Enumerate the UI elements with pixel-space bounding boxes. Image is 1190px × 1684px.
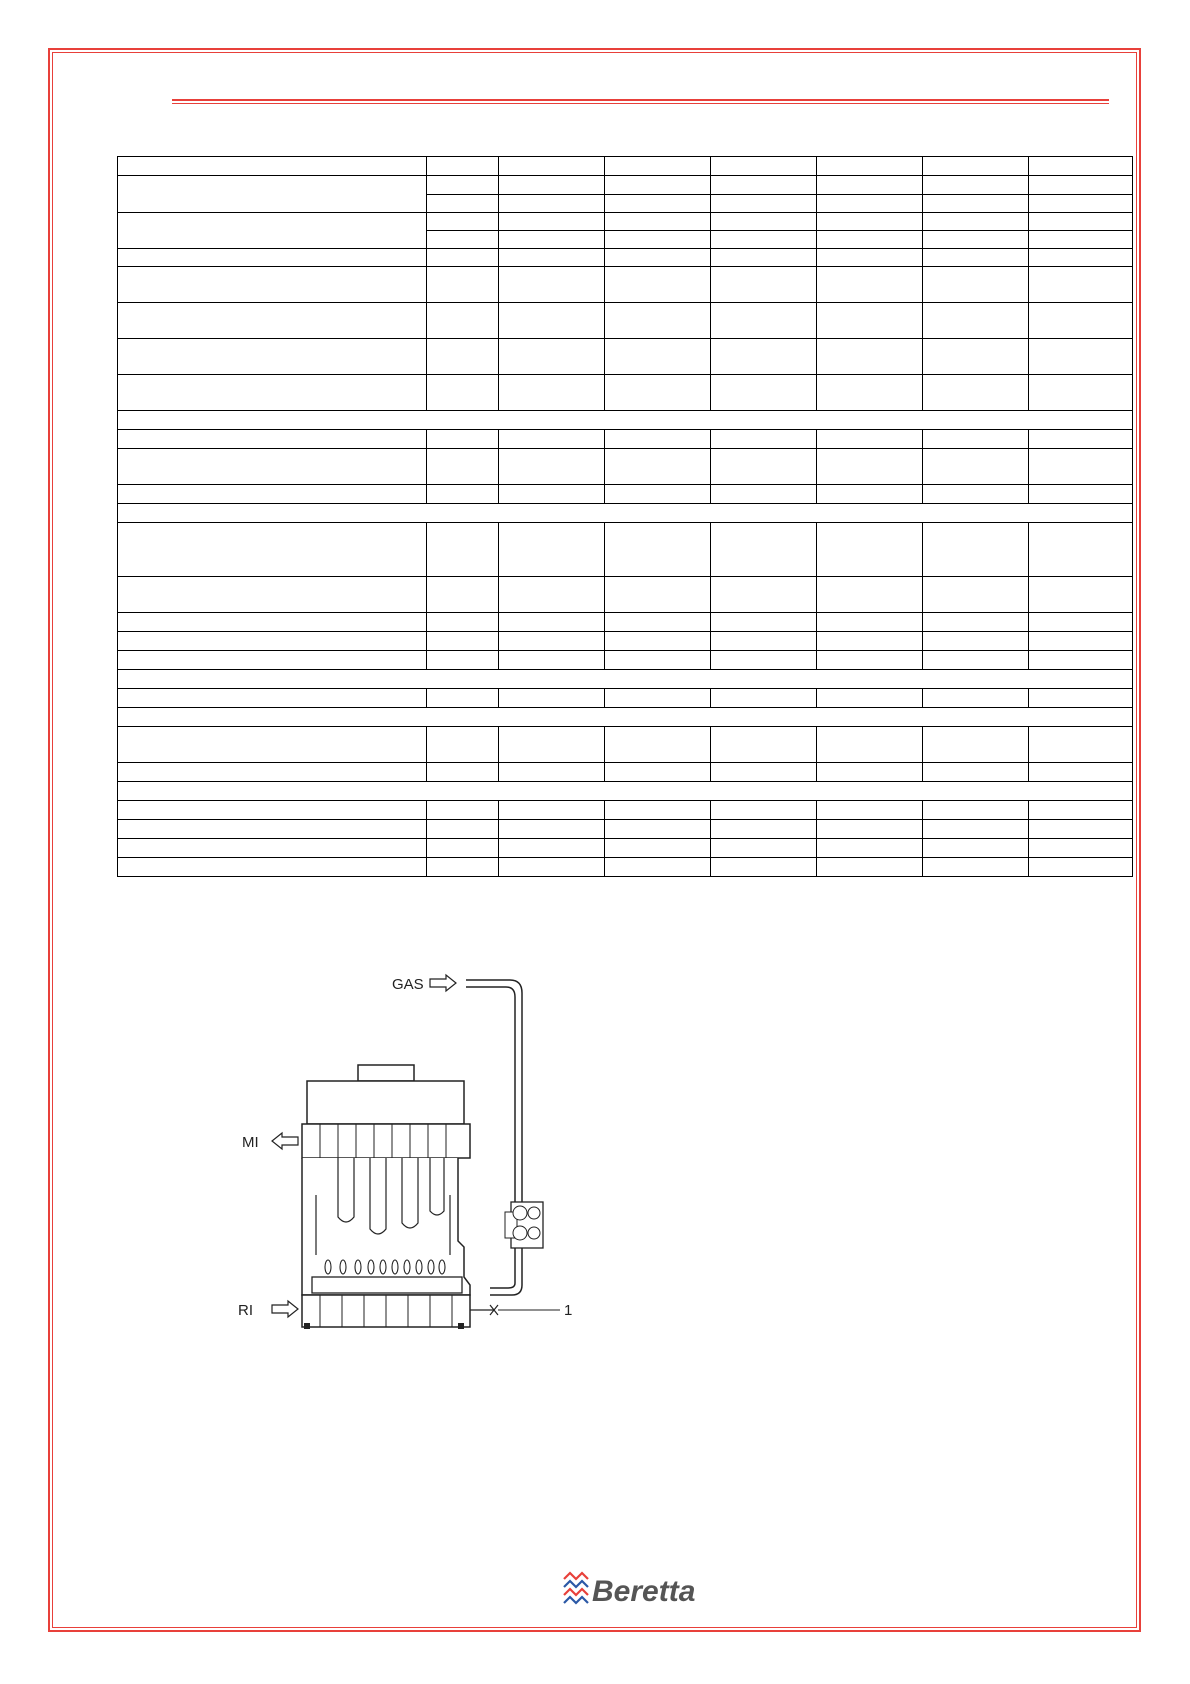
table-cell bbox=[427, 176, 499, 195]
table-cell bbox=[817, 651, 923, 670]
table-cell bbox=[427, 430, 499, 449]
table-cell bbox=[817, 727, 923, 763]
table-cell bbox=[817, 485, 923, 504]
table-row bbox=[118, 727, 1133, 763]
table-cell bbox=[1029, 213, 1133, 231]
table-cell bbox=[427, 727, 499, 763]
table-cell bbox=[1029, 375, 1133, 411]
table-cell bbox=[499, 727, 605, 763]
table-cell bbox=[427, 577, 499, 613]
table-cell bbox=[923, 195, 1029, 213]
table-cell bbox=[499, 858, 605, 877]
table-cell bbox=[499, 176, 605, 195]
table-cell bbox=[817, 449, 923, 485]
table-cell bbox=[1029, 577, 1133, 613]
table-cell bbox=[1029, 613, 1133, 632]
table-cell bbox=[711, 213, 817, 231]
row-label-cell bbox=[118, 651, 427, 670]
table-cell bbox=[923, 613, 1029, 632]
gas-valve-icon bbox=[505, 1202, 543, 1248]
table-cell bbox=[499, 839, 605, 858]
section-header-cell bbox=[118, 504, 1133, 523]
table-cell bbox=[711, 839, 817, 858]
table-cell bbox=[711, 763, 817, 782]
mi-label: MI bbox=[242, 1134, 259, 1151]
table-cell bbox=[923, 858, 1029, 877]
table-cell bbox=[817, 249, 923, 267]
table-cell bbox=[817, 632, 923, 651]
table-cell bbox=[711, 430, 817, 449]
table-cell bbox=[605, 249, 711, 267]
table-cell bbox=[605, 176, 711, 195]
table-cell bbox=[711, 523, 817, 577]
table-cell bbox=[427, 449, 499, 485]
table-row bbox=[118, 689, 1133, 708]
table-cell bbox=[817, 801, 923, 820]
callout-1: 1 bbox=[564, 1302, 573, 1319]
table-cell bbox=[923, 267, 1029, 303]
table-cell bbox=[427, 651, 499, 670]
table-cell bbox=[923, 523, 1029, 577]
table-cell bbox=[923, 231, 1029, 249]
boiler-diagram bbox=[220, 965, 580, 1365]
table-cell bbox=[605, 375, 711, 411]
table-cell bbox=[711, 157, 817, 176]
table-cell bbox=[817, 267, 923, 303]
table-cell bbox=[605, 303, 711, 339]
table-cell bbox=[923, 430, 1029, 449]
row-label-cell bbox=[118, 375, 427, 411]
table-cell bbox=[817, 839, 923, 858]
table-cell bbox=[1029, 303, 1133, 339]
table-cell bbox=[605, 157, 711, 176]
gas-arrow-icon bbox=[430, 975, 456, 991]
table-cell bbox=[605, 449, 711, 485]
table-cell bbox=[499, 651, 605, 670]
table-cell bbox=[499, 801, 605, 820]
header-rule-thin bbox=[172, 103, 1109, 104]
row-label-cell bbox=[118, 613, 427, 632]
table-cell bbox=[817, 375, 923, 411]
table-cell bbox=[923, 820, 1029, 839]
table-cell bbox=[1029, 763, 1133, 782]
table-cell bbox=[817, 195, 923, 213]
table-cell bbox=[605, 651, 711, 670]
table-cell bbox=[427, 523, 499, 577]
table-cell bbox=[1029, 449, 1133, 485]
table-cell bbox=[499, 339, 605, 375]
table-row bbox=[118, 267, 1133, 303]
table-row bbox=[118, 763, 1133, 782]
row-label-cell bbox=[118, 213, 427, 249]
table-cell bbox=[499, 157, 605, 176]
table-cell bbox=[499, 523, 605, 577]
table-cell bbox=[817, 339, 923, 375]
table-cell bbox=[427, 858, 499, 877]
table-cell bbox=[1029, 176, 1133, 195]
table-cell bbox=[817, 157, 923, 176]
table-row bbox=[118, 801, 1133, 820]
table-cell bbox=[605, 577, 711, 613]
mi-arrow-icon bbox=[272, 1133, 298, 1149]
table-cell bbox=[923, 213, 1029, 231]
table-cell bbox=[1029, 485, 1133, 504]
table-cell bbox=[711, 651, 817, 670]
table-row bbox=[118, 375, 1133, 411]
table-cell bbox=[427, 249, 499, 267]
row-label-cell bbox=[118, 303, 427, 339]
table-cell bbox=[923, 577, 1029, 613]
table-cell bbox=[1029, 689, 1133, 708]
table-cell bbox=[1029, 523, 1133, 577]
row-label-cell bbox=[118, 632, 427, 651]
row-label-cell bbox=[118, 157, 427, 176]
table-cell bbox=[605, 689, 711, 708]
table-cell bbox=[923, 689, 1029, 708]
table-row bbox=[118, 839, 1133, 858]
table-cell bbox=[1029, 858, 1133, 877]
table-cell bbox=[427, 375, 499, 411]
table-cell bbox=[1029, 249, 1133, 267]
row-label-cell bbox=[118, 820, 427, 839]
table-row bbox=[118, 430, 1133, 449]
table-cell bbox=[427, 632, 499, 651]
table-cell bbox=[427, 801, 499, 820]
row-label-cell bbox=[118, 523, 427, 577]
table-cell bbox=[711, 801, 817, 820]
table-cell bbox=[1029, 231, 1133, 249]
table-cell bbox=[499, 577, 605, 613]
row-label-cell bbox=[118, 801, 427, 820]
ri-label: RI bbox=[238, 1302, 253, 1319]
table-cell bbox=[427, 763, 499, 782]
ri-arrow-icon bbox=[272, 1301, 298, 1317]
table-cell bbox=[923, 249, 1029, 267]
row-label-cell bbox=[118, 267, 427, 303]
table-cell bbox=[499, 763, 605, 782]
header-rule bbox=[172, 99, 1109, 101]
table-cell bbox=[817, 303, 923, 339]
table-cell bbox=[1029, 839, 1133, 858]
table-cell bbox=[605, 339, 711, 375]
table-row bbox=[118, 523, 1133, 577]
table-cell bbox=[711, 195, 817, 213]
table-cell bbox=[605, 613, 711, 632]
table-cell bbox=[923, 801, 1029, 820]
drain-valve-icon bbox=[470, 1305, 498, 1315]
row-label-cell bbox=[118, 449, 427, 485]
table-cell bbox=[923, 303, 1029, 339]
table-cell bbox=[923, 839, 1029, 858]
table-cell bbox=[817, 689, 923, 708]
table-cell bbox=[711, 339, 817, 375]
table-cell bbox=[817, 523, 923, 577]
table-cell bbox=[427, 303, 499, 339]
table-cell bbox=[1029, 727, 1133, 763]
table-cell bbox=[605, 523, 711, 577]
table-cell bbox=[427, 213, 499, 231]
table-row bbox=[118, 249, 1133, 267]
table-cell bbox=[1029, 632, 1133, 651]
table-cell bbox=[711, 613, 817, 632]
row-label-cell bbox=[118, 689, 427, 708]
table-row bbox=[118, 632, 1133, 651]
table-cell bbox=[605, 195, 711, 213]
table-cell bbox=[427, 689, 499, 708]
table-cell bbox=[605, 839, 711, 858]
table-cell bbox=[817, 213, 923, 231]
table-cell bbox=[605, 727, 711, 763]
table-cell bbox=[605, 213, 711, 231]
table-cell bbox=[817, 176, 923, 195]
table-cell bbox=[1029, 195, 1133, 213]
table-cell bbox=[923, 632, 1029, 651]
row-label-cell bbox=[118, 577, 427, 613]
table-cell bbox=[499, 485, 605, 504]
table-cell bbox=[711, 485, 817, 504]
row-label-cell bbox=[118, 339, 427, 375]
table-cell bbox=[711, 689, 817, 708]
table-cell bbox=[499, 213, 605, 231]
row-label-cell bbox=[118, 249, 427, 267]
table-cell bbox=[923, 157, 1029, 176]
table-cell bbox=[605, 858, 711, 877]
table-row bbox=[118, 708, 1133, 727]
table-cell bbox=[427, 157, 499, 176]
table-cell bbox=[711, 727, 817, 763]
table-row bbox=[118, 303, 1133, 339]
table-cell bbox=[499, 375, 605, 411]
table-cell bbox=[499, 249, 605, 267]
row-label-cell bbox=[118, 485, 427, 504]
table-cell bbox=[427, 820, 499, 839]
table-cell bbox=[499, 231, 605, 249]
table-cell bbox=[499, 613, 605, 632]
table-row bbox=[118, 504, 1133, 523]
table-row bbox=[118, 670, 1133, 689]
table-cell bbox=[427, 613, 499, 632]
table-cell bbox=[605, 430, 711, 449]
row-label-cell bbox=[118, 839, 427, 858]
table-cell bbox=[427, 231, 499, 249]
table-row bbox=[118, 858, 1133, 877]
table-cell bbox=[499, 303, 605, 339]
table-cell bbox=[711, 820, 817, 839]
table-cell bbox=[817, 820, 923, 839]
table-cell bbox=[499, 689, 605, 708]
table-row bbox=[118, 449, 1133, 485]
table-cell bbox=[711, 231, 817, 249]
table-cell bbox=[711, 858, 817, 877]
table-cell bbox=[605, 801, 711, 820]
table-cell bbox=[923, 651, 1029, 670]
table-cell bbox=[1029, 430, 1133, 449]
table-cell bbox=[499, 195, 605, 213]
beretta-mark-icon bbox=[564, 1573, 588, 1603]
table-cell bbox=[427, 267, 499, 303]
table-row bbox=[118, 485, 1133, 504]
row-label-cell bbox=[118, 176, 427, 213]
table-cell bbox=[923, 727, 1029, 763]
brand-logo bbox=[558, 1567, 698, 1609]
table-cell bbox=[605, 267, 711, 303]
table-cell bbox=[1029, 157, 1133, 176]
table-cell bbox=[427, 195, 499, 213]
table-cell bbox=[817, 430, 923, 449]
table-cell bbox=[817, 858, 923, 877]
table-cell bbox=[605, 231, 711, 249]
section-header-cell bbox=[118, 782, 1133, 801]
table-cell bbox=[711, 249, 817, 267]
table-cell bbox=[427, 339, 499, 375]
table-cell bbox=[1029, 820, 1133, 839]
table-row bbox=[118, 411, 1133, 430]
table-cell bbox=[711, 449, 817, 485]
table-cell bbox=[923, 449, 1029, 485]
row-label-cell bbox=[118, 858, 427, 877]
table-cell bbox=[923, 339, 1029, 375]
table-cell bbox=[711, 632, 817, 651]
section-header-cell bbox=[118, 411, 1133, 430]
table-row bbox=[118, 782, 1133, 801]
table-cell bbox=[923, 485, 1029, 504]
gas-label: GAS bbox=[392, 976, 424, 993]
table-cell bbox=[711, 303, 817, 339]
section-header-cell bbox=[118, 708, 1133, 727]
table-cell bbox=[923, 763, 1029, 782]
table-row bbox=[118, 213, 1133, 231]
table-cell bbox=[817, 763, 923, 782]
table-cell bbox=[1029, 651, 1133, 670]
row-label-cell bbox=[118, 763, 427, 782]
table-row bbox=[118, 157, 1133, 176]
table-cell bbox=[499, 267, 605, 303]
row-label-cell bbox=[118, 727, 427, 763]
table-cell bbox=[923, 375, 1029, 411]
spec-table bbox=[117, 156, 1133, 877]
table-cell bbox=[1029, 801, 1133, 820]
table-cell bbox=[499, 449, 605, 485]
table-cell bbox=[711, 176, 817, 195]
table-cell bbox=[605, 763, 711, 782]
table-row bbox=[118, 577, 1133, 613]
table-cell bbox=[1029, 339, 1133, 375]
table-row bbox=[118, 613, 1133, 632]
table-cell bbox=[711, 267, 817, 303]
table-cell bbox=[427, 839, 499, 858]
table-cell bbox=[605, 485, 711, 504]
logo-text: Beretta bbox=[592, 1575, 696, 1608]
table-cell bbox=[817, 231, 923, 249]
table-cell bbox=[711, 375, 817, 411]
table-cell bbox=[923, 176, 1029, 195]
table-row bbox=[118, 176, 1133, 195]
section-header-cell bbox=[118, 670, 1133, 689]
table-cell bbox=[499, 820, 605, 839]
table-cell bbox=[817, 577, 923, 613]
table-cell bbox=[605, 632, 711, 651]
table-row bbox=[118, 339, 1133, 375]
table-row bbox=[118, 820, 1133, 839]
table-cell bbox=[499, 632, 605, 651]
row-label-cell bbox=[118, 430, 427, 449]
table-cell bbox=[605, 820, 711, 839]
table-cell bbox=[427, 485, 499, 504]
table-cell bbox=[1029, 267, 1133, 303]
table-cell bbox=[499, 430, 605, 449]
table-cell bbox=[817, 613, 923, 632]
table-cell bbox=[711, 577, 817, 613]
table-row bbox=[118, 651, 1133, 670]
